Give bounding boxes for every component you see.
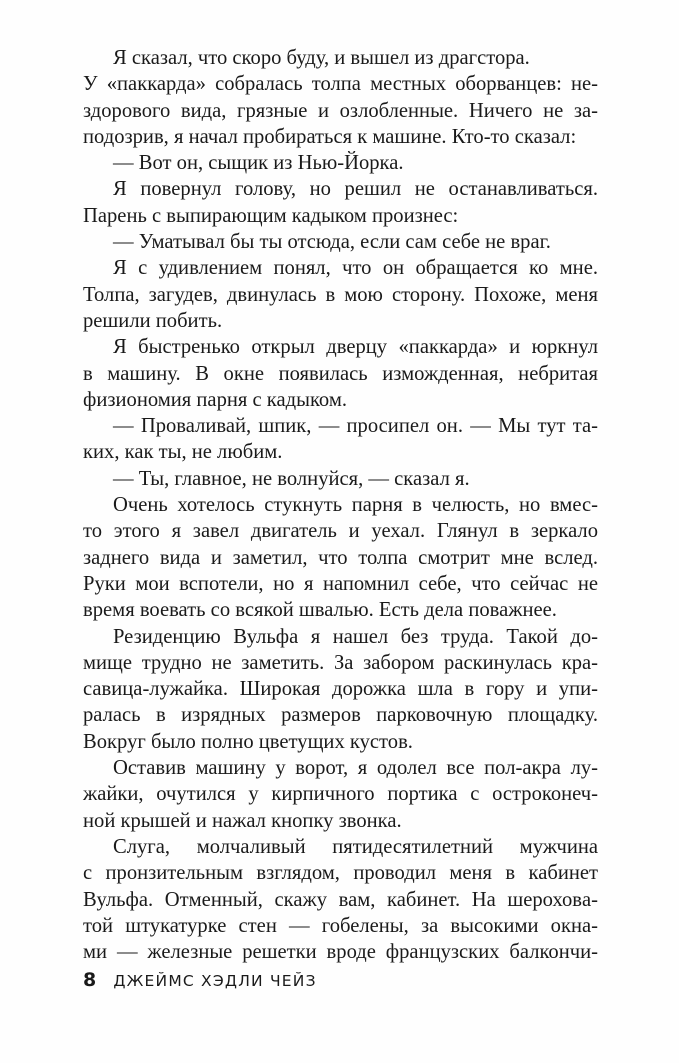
running-head-author: ДЖЕЙМС ХЭДЛИ ЧЕЙЗ	[113, 972, 317, 990]
page-footer	[83, 968, 317, 992]
text-line: Вульфа. Отменный, скажу вам, кабинет. На шероховa-	[83, 888, 598, 911]
page-number: 8	[83, 969, 97, 991]
text-line: Толпа, загудев, двинулась в мою сторону. Похоже, меня	[83, 283, 598, 306]
text-line: заднего вида и заметил, что толпа смотрит мне вслед.	[83, 546, 598, 569]
text-line: Очень хотелось стукнуть парня в челюсть, но вмес-	[113, 494, 598, 517]
text-line: подозрив, я начал пробираться к машине. Кто-то сказал:	[83, 125, 577, 148]
text-line: — Вот он, сыщик из Нью-Йорка.	[113, 152, 404, 175]
text-line: той штукатурке стен — гобелены, за высокими окна-	[83, 914, 598, 937]
text-line: то этого я завел двигатель и уехал. Глянул в зеркало	[83, 520, 598, 543]
text-line: савица-лужайка. Широкая дорожка шла в гору и упи-	[83, 678, 598, 701]
text-line: Руки мои вспотели, но я напомнил себе, что сейчас не	[83, 572, 598, 595]
text-line: в машину. В окне появилась изможденная, небритая	[83, 362, 598, 385]
text-line: Резиденцию Вульфа я нашел без труда. Такой до-	[113, 625, 598, 648]
text-line: — Проваливай, шпик, — просипел он. — Мы тут та-	[113, 415, 598, 438]
text-line: ких, как ты, не любим.	[83, 441, 283, 464]
text-line: жайки, очутился у кирпичного портика с остроконеч-	[83, 783, 598, 806]
text-line: Я быстренько открыл дверцу «паккарда» и юркнул	[113, 336, 598, 359]
text-line: Слуга, молчаливый пятидесятилетний мужчина	[113, 835, 598, 858]
text-line: Я сказал, что скоро буду, и вышел из драгстора.	[113, 47, 530, 69]
text-line: Вокруг было полно цветущих кустов.	[83, 730, 413, 753]
text-line: ми — железные решетки вроде французских балкончи-	[83, 941, 598, 964]
text-line: — Уматывал бы ты отсюда, если сам себе не враг.	[113, 231, 551, 254]
text-line: У «паккарда» собралась толпа местных оборванцев: не-	[83, 73, 598, 96]
body-text	[83, 45, 598, 965]
text-line: — Ты, главное, не волнуйся, — сказал я.	[113, 467, 470, 490]
text-line: мище трудно не заметить. За забором раскинулась кра-	[83, 651, 598, 674]
text-line: физиономия парня с кадыком.	[83, 388, 347, 411]
text-line: с пронзительным взглядом, проводил меня в кабинет	[83, 862, 598, 885]
text-line: Я с удивлением понял, что он обращается ко мне.	[113, 257, 598, 280]
text-line: время воевать со всякой швалью. Есть дела поважнее.	[83, 599, 557, 622]
text-line: Я повернул голову, но решил не останавливаться.	[113, 178, 598, 201]
text-line: здорового вида, грязные и озлобленные. Ничего не за-	[83, 99, 598, 122]
text-line: ралась в изрядных размеров парковочную площадку.	[83, 704, 598, 727]
text-line: решили побить.	[83, 309, 223, 332]
text-line: ной крышей и нажал кнопку звонка.	[83, 809, 402, 832]
text-line: Оставив машину у ворот, я одолел все пол-акра лу-	[113, 757, 598, 780]
text-line: Парень с выпирающим кадыком произнес:	[83, 204, 459, 227]
